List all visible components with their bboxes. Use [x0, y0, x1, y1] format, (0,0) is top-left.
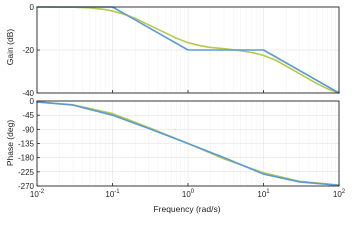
gain-panel — [22, 3, 339, 98]
y-tick-label: 0 — [29, 3, 34, 12]
phase-axis-label: Phase (deg) — [5, 119, 15, 167]
frequency-axis-label: Frequency (rad/s) — [153, 204, 221, 214]
x-tick-label: $10^0$ — [181, 189, 195, 199]
y-tick-label: -45 — [22, 111, 34, 121]
x-tick-label: $10^{-2}$ — [29, 189, 45, 199]
y-tick-label: -20 — [22, 46, 34, 55]
phase-panel — [18, 97, 346, 199]
y-tick-label: -135 — [17, 139, 34, 149]
y-tick-label: 0 — [29, 97, 34, 106]
y-tick-label: -180 — [17, 153, 34, 163]
x-tick-label: $10^{-1}$ — [105, 189, 120, 199]
gain-axis-label: Gain (dB) — [5, 28, 15, 66]
x-tick-label: $10^1$ — [257, 189, 270, 199]
y-tick-label: -90 — [22, 125, 34, 135]
x-tick-label: $10^2$ — [332, 189, 346, 199]
y-tick-label: -225 — [17, 167, 34, 177]
y-tick-label: -270 — [17, 182, 34, 191]
y-tick-label: -40 — [22, 89, 34, 98]
